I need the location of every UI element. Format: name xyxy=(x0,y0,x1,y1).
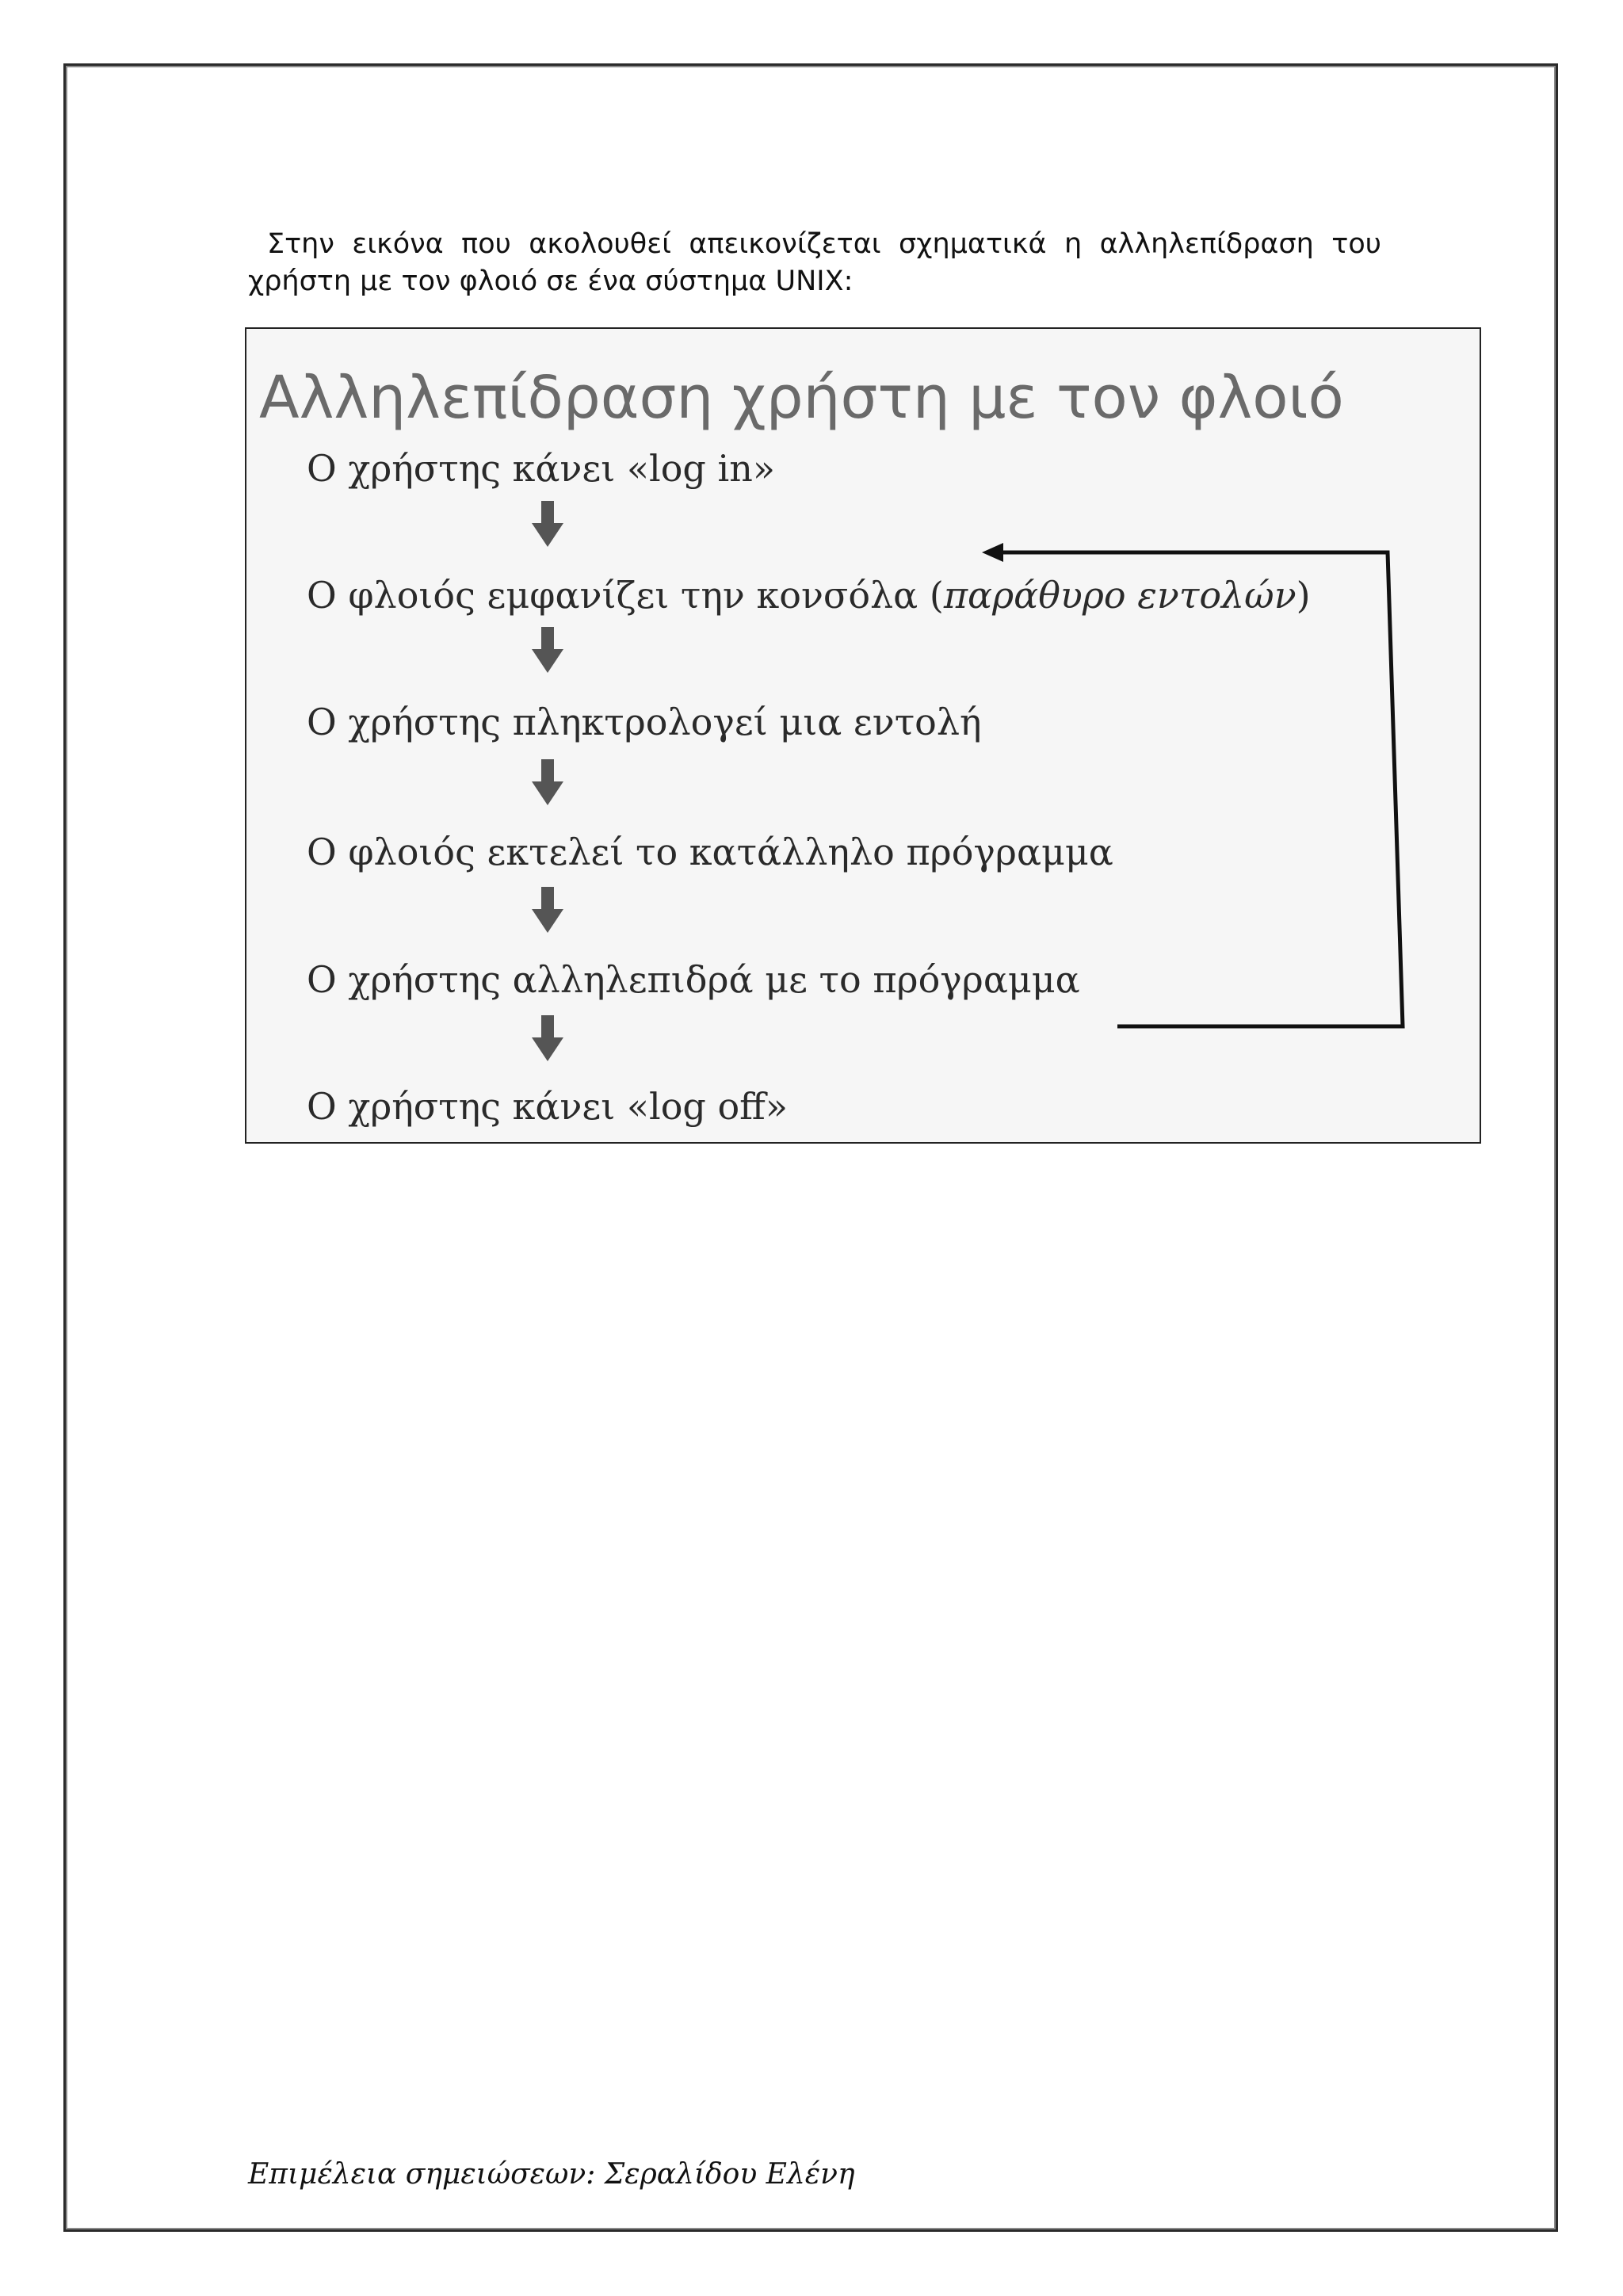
down-arrow-icon xyxy=(532,759,563,807)
step-interact-program: Ο χρήστης αλληλεπιδρά με το πρόγραμμα xyxy=(307,958,1080,1001)
loop-line xyxy=(987,552,1403,1026)
step-execute-program: Ο φλοιός εκτελεί το κατάλληλο πρόγραμμα xyxy=(307,831,1113,873)
down-arrow-icon xyxy=(532,501,563,548)
loop-arrowhead-icon xyxy=(982,543,1003,562)
diagram-title: Αλληλεπίδραση χρήστη με τον φλοιό xyxy=(259,364,1344,432)
shell-interaction-diagram xyxy=(245,327,1481,1144)
step-console: Ο φλοιός εμφανίζει την κονσόλα (παράθυρο εντολών) xyxy=(307,574,1311,617)
down-arrow-icon xyxy=(532,887,563,934)
step-logoff: Ο χρήστης κάνει «log off» xyxy=(307,1085,789,1128)
down-arrow-icon xyxy=(532,1015,563,1063)
intro-paragraph: Στην εικόνα που ακολουθεί απεικονίζεται σχηματικά η αλληλεπίδραση του χρήστη με τον φλοιό σε ένα σύστημα UNIX: xyxy=(248,228,1381,297)
step-type-command: Ο χρήστης πληκτρολογεί μια εντολή xyxy=(307,701,982,743)
step-login: Ο χρήστης κάνει «log in» xyxy=(307,447,775,490)
down-arrow-icon xyxy=(532,627,563,674)
footer-credit: Επιμέλεια σημειώσεων: Σεραλίδου Ελένη xyxy=(248,2158,855,2191)
